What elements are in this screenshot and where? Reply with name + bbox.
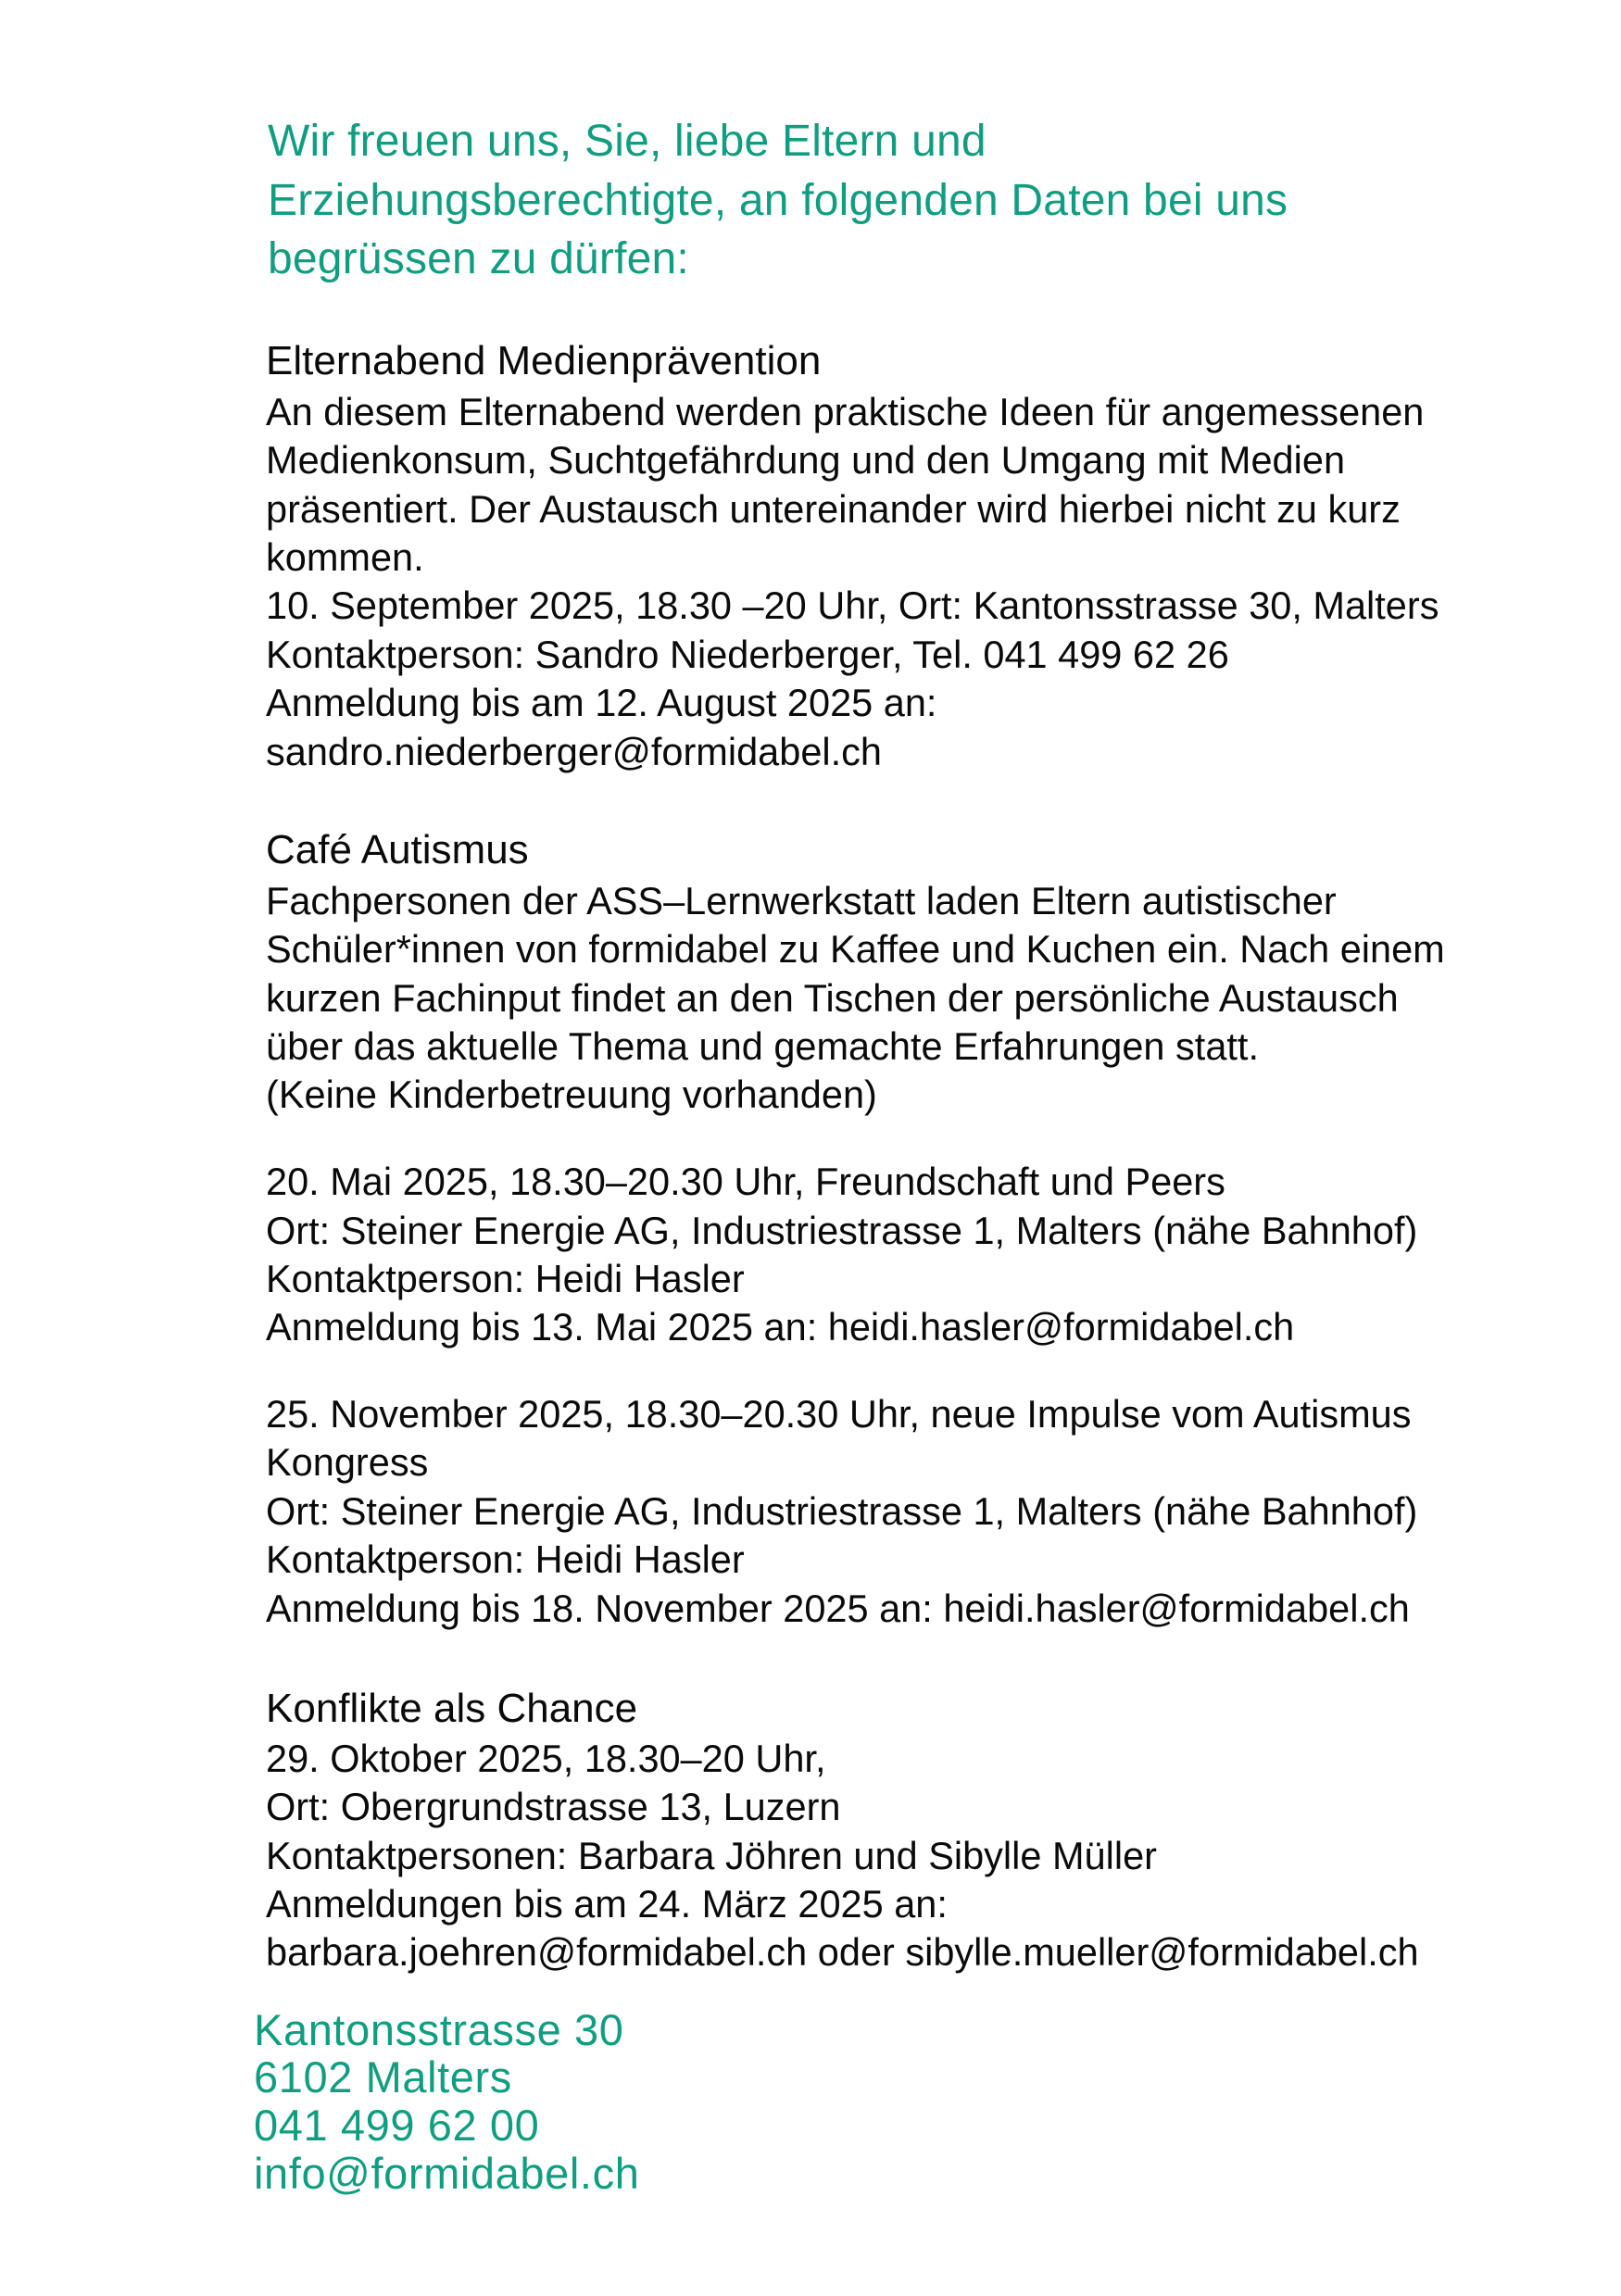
footer-street: Kantonsstrasse 30 xyxy=(254,2005,624,2054)
intro-line: Wir freuen uns, Sie, liebe Eltern und xyxy=(268,117,986,166)
event-description-line: Medienkonsum, Suchtgefährdung und den Umgang mit Medien xyxy=(266,438,1346,482)
session-registration: Anmeldung bis 18. November 2025 an: heidi.hasler@formidabel.ch xyxy=(266,1587,1410,1630)
event-email-link[interactable]: sandro.niederberger@formidabel.ch xyxy=(266,730,882,773)
footer-email[interactable]: info@formidabel.ch xyxy=(254,2149,640,2198)
footer-phone[interactable]: 041 499 62 00 xyxy=(254,2101,540,2150)
event-date-place: 10. September 2025, 18.30 –20 Uhr, Ort: Kantonsstrasse 30, Malters xyxy=(266,583,1439,627)
event-description-line: präsentiert. Der Austausch untereinander wird hierbei nicht zu kurz xyxy=(266,487,1401,531)
event-email-links[interactable]: barbara.joehren@formidabel.ch oder sibylle.mueller@formidabel.ch xyxy=(266,1930,1419,1974)
intro-line: Erziehungsberechtigte, an folgenden Daten bei uns xyxy=(268,176,1288,225)
event-description-line: über das aktuelle Thema und gemachte Erfahrungen statt. xyxy=(266,1024,1259,1068)
session-date-cont: Kongress xyxy=(266,1440,429,1484)
event-description-line: An diesem Elternabend werden praktische Ideen für angemessenen xyxy=(266,390,1425,433)
intro-line: begrüssen zu dürfen: xyxy=(268,234,689,283)
session-registration: Anmeldung bis 13. Mai 2025 an: heidi.hasler@formidabel.ch xyxy=(266,1305,1295,1349)
session-contact: Kontaktperson: Heidi Hasler xyxy=(266,1537,745,1581)
session-date: 20. Mai 2025, 18.30–20.30 Uhr, Freundschaft und Peers xyxy=(266,1160,1225,1203)
event-title: Konflikte als Chance xyxy=(266,1686,638,1731)
session-place: Ort: Steiner Energie AG, Industriestrasse 1, Malters (nähe Bahnhof) xyxy=(266,1209,1418,1252)
event-note: (Keine Kinderbetreuung vorhanden) xyxy=(266,1073,877,1116)
event-description-line: kommen. xyxy=(266,535,424,579)
event-title: Elternabend Medienprävention xyxy=(266,338,822,383)
event-place: Ort: Obergrundstrasse 13, Luzern xyxy=(266,1785,841,1828)
footer-city: 6102 Malters xyxy=(254,2052,512,2102)
session-contact: Kontaktperson: Heidi Hasler xyxy=(266,1257,745,1300)
event-registration: Anmeldungen bis am 24. März 2025 an: xyxy=(266,1882,948,1926)
session-place: Ort: Steiner Energie AG, Industriestrasse 1, Malters (nähe Bahnhof) xyxy=(266,1489,1418,1533)
session-date: 25. November 2025, 18.30–20.30 Uhr, neue Impulse vom Autismus xyxy=(266,1392,1412,1436)
event-description-line: Fachpersonen der ASS–Lernwerkstatt laden Eltern autistischer xyxy=(266,879,1337,922)
event-contact: Kontaktpersonen: Barbara Jöhren und Sibylle Müller xyxy=(266,1834,1157,1877)
event-contact: Kontaktperson: Sandro Niederberger, Tel. 041 499 62 26 xyxy=(266,633,1229,676)
event-registration: Anmeldung bis am 12. August 2025 an: xyxy=(266,681,937,724)
event-date: 29. Oktober 2025, 18.30–20 Uhr, xyxy=(266,1737,826,1780)
event-description-line: Schüler*innen von formidabel zu Kaffee und Kuchen ein. Nach einem xyxy=(266,927,1445,971)
event-title: Café Autismus xyxy=(266,827,529,872)
event-description-line: kurzen Fachinput findet an den Tischen der persönliche Austausch xyxy=(266,976,1399,1020)
